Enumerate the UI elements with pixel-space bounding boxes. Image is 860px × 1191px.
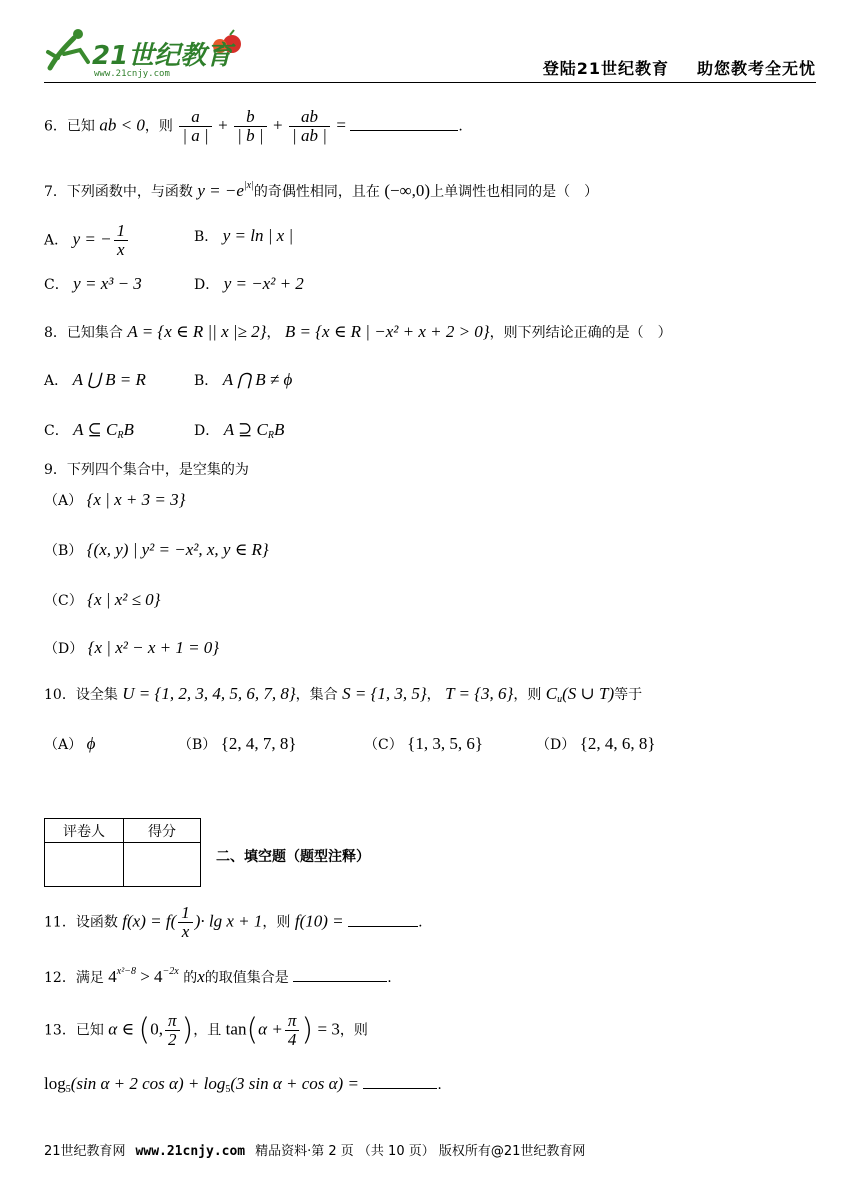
q7-option-d: D． y = −x² + 2 — [194, 274, 304, 293]
question-9: 9．下列四个集合中，是空集的为 — [44, 462, 249, 478]
q7-option-b: B． y = ln | x | — [194, 226, 294, 245]
footer-site-link[interactable]: www.21cnjy.com — [135, 1144, 246, 1159]
answer-blank[interactable] — [363, 1088, 437, 1089]
answer-blank[interactable] — [348, 926, 418, 927]
answer-blank[interactable] — [293, 981, 387, 982]
logo-text: 21世纪教育 — [92, 41, 233, 71]
score-header: 得分 — [124, 819, 201, 843]
q7-option-a: A． y = − $\frac{1}{x}$ — [44, 222, 130, 259]
logo[interactable] — [44, 24, 244, 80]
q10-option-a: （A） ϕ — [44, 734, 96, 753]
question-7: 7．下列函数中，与函数 $y = -e^{|x|}$的奇偶性相同，且在 (−∞,0)上单调性也相同的是（ ） — [44, 180, 599, 200]
score-cell[interactable] — [124, 843, 201, 887]
grader-cell[interactable] — [45, 843, 124, 887]
q8-option-b: B． A ⋂ B ≠ ϕ — [194, 370, 293, 389]
runner-logo-icon — [44, 24, 244, 80]
question-11: 11．设函数 f(x) = f( $\frac{1}{x}$ )· lg x + 1，则 f(10) = . — [44, 903, 423, 941]
question-12: 12．满足 $4^{x^2-8} > 4^{-2x}$ 的x的取值集合是 . — [44, 966, 392, 986]
q9-option-c: （C） {x | x² ≤ 0} — [44, 590, 161, 609]
header-divider — [44, 82, 816, 83]
slogan-right: 助您教考全无忧 — [696, 59, 816, 78]
q9-option-b: （B） {(x, y) | y² = −x², x, y ∈ R} — [44, 540, 269, 559]
section-title: 二、填空题（题型注释） — [216, 849, 370, 865]
q10-option-b: （B） {2, 4, 7, 8} — [178, 734, 297, 753]
q8-option-c: C． A ⊆ $C_RB$ — [44, 420, 134, 441]
q9-option-a: （A） {x | x + 3 = 3} — [44, 490, 186, 509]
page-footer: 21世纪教育网 www.21cnjy.com 精品资料·第 2 页 （共 10 页） 版权所有@21世纪教育网 — [44, 1144, 586, 1159]
answer-blank[interactable] — [350, 130, 458, 131]
q10-option-c: （C） {1, 3, 5, 6} — [364, 734, 483, 753]
question-8: 8．已知集合 A = {x ∈ R || x |≥ 2}， B = {x ∈ R | −x² + x + 2 > 0}，则下列结论正确的是（ ） — [44, 322, 672, 341]
q8-option-d: D． A ⊇ $C_RB$ — [194, 420, 285, 441]
q8-option-a: A． A ⋃ B = R — [44, 370, 146, 389]
score-table — [44, 818, 201, 887]
question-13: 13．已知 α ∈ (0, $\frac{\pi}{2}$ )，且 tan(α + $\frac{\pi}{4}$ ) = 3，则 — [44, 1011, 368, 1049]
header-slogan — [543, 56, 816, 79]
q7-option-c: C． y = x³ − 3 — [44, 274, 142, 293]
q9-option-d: （D） {x | x² − x + 1 = 0} — [44, 638, 220, 657]
question-6: 6．已知 ab < 0，则 $\frac{a}{| a |}$ + $\frac{b}{| b |}$ + $\frac{ab}{| ab |}$ = . — [44, 107, 463, 145]
question-10: 10．设全集 U = {1, 2, 3, 4, 5, 6, 7, 8}，集合 S = {1, 3, 5}， T = {3, 6}，则 $C_u(S$ ∪ T)等于 — [44, 684, 643, 705]
q10-option-d: （D） {2, 4, 6, 8} — [536, 734, 656, 753]
logo-url: www.21cnjy.com — [94, 69, 170, 79]
question-13-line2: $\log_5(\sin$ α + 2 $\cos \alpha) + \log_5(3$ sin α + cos α) = . — [44, 1074, 442, 1095]
slogan-left: 登陆21世纪教育 — [542, 59, 669, 78]
grader-header: 评卷人 — [45, 819, 124, 843]
